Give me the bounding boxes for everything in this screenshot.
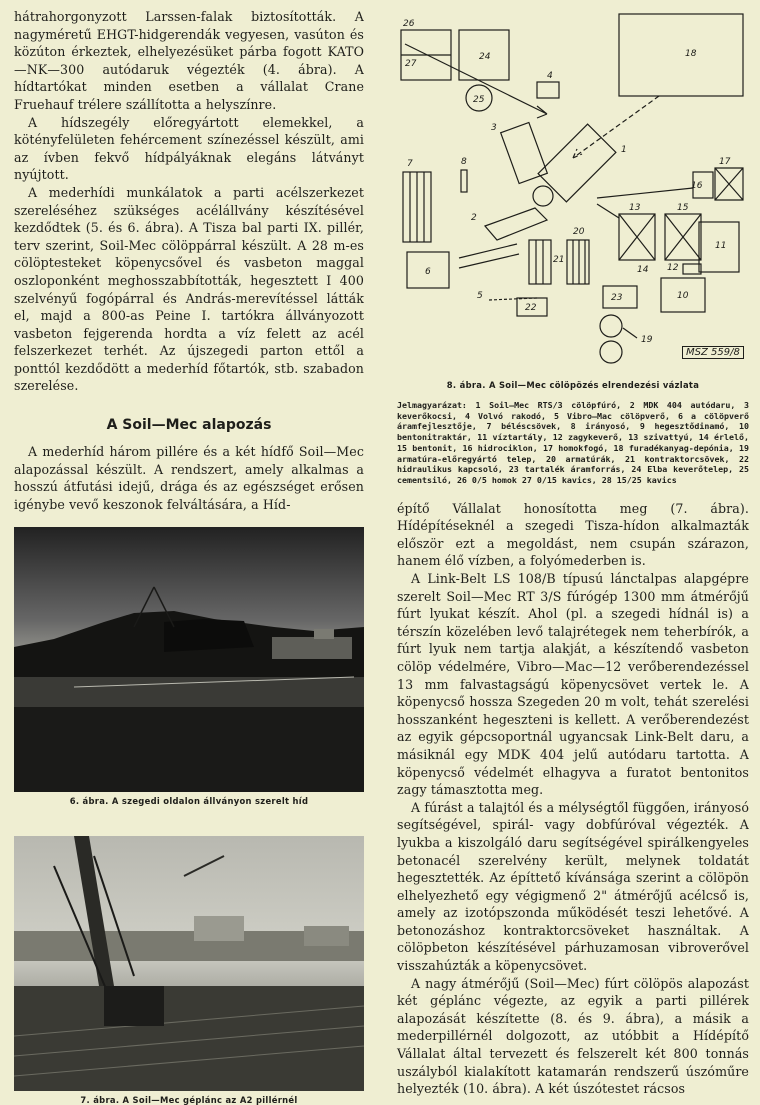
label-24: 24 (479, 52, 491, 62)
left-column (14, 8, 364, 1105)
label-4: 4 (547, 71, 553, 81)
label-13: 13 (629, 203, 641, 213)
figure-8-legend (397, 400, 749, 486)
label-17: 17 (719, 157, 731, 167)
section-paragraph: A mederhíd három pillére és a két hídfő Soil—Mec alapozással készült. A rendszert, amely alkalmas a hosszú átfutási idejű, drága és az egészséget erősen igénybe vevő keszonok felváltására, a Híd- (14, 444, 364, 512)
label-11: 11 (715, 241, 727, 251)
label-1: 1 (621, 145, 627, 155)
figure-8-diagram (397, 8, 749, 370)
figure-6 (14, 527, 364, 806)
right-column (397, 8, 749, 1098)
label-26: 26 (403, 19, 415, 29)
label-16: 16 (691, 181, 703, 191)
legend-head: Jelmagyarázat: (397, 400, 467, 410)
label-3: 3 (491, 123, 497, 133)
legend-text: 1 Soil—Mec RTS/3 cölöpfúró, 2 MDK 404 autódaru, 3 keverőkocsi, 4 Volvó rakodó, 5 Vibro—Mac cölöpverő, 6 a cölöpverő áramfejlesztője, 7 béléscsövek, 8 irányosó, 9 hegesztődinamó, 10 bentonitraktár, 11 víztartály, 12 zagykeverő, 13 szivattyú, 14 érlelő, 15 bentonit, 16 hidrociklon, 17 homokfogó, 18 furadékanyag-depónia, 19 armatúra-előregyártó telep, 20 armatúrák, 21 kontraktorcsövek, 22 hidraulikus kapcsoló, 23 tartalék áramforrás, 24 Elba keverőtelep, 25 cementsiló, 26 0/5 homok 27 0/15 kavics, 28 15/25 kavics (397, 400, 750, 485)
label-22: 22 (525, 303, 537, 313)
label-6: 6 (425, 267, 431, 277)
label-2: 2 (471, 213, 477, 223)
section-title: A Soil—Mec alapozás (106, 417, 272, 434)
label-23: 23 (611, 293, 623, 303)
right-paragraph-2: A Link-Belt LS 108/B típusú lánctalpas alapgépre szerelt Soil—Mec RT 3/S fúrógép 1300 mm átmérőjű fúrt lyukat készít. Ahol (pl. a szegedi hídnál is) a térszín közelében levő talajrétegek nem teherbírók, a fúrt lyuk nem tartja alakját, a készítendő vasbeton cölöp védelmére, Vibro—Mac—12 verőberendezéssel 13 mm falvastagságú köpenycsövet vertek le. A köpenycső hossza Szegeden 20 m volt, tehát szerelési hosszanként hegeszteni is kellett. A verőberendezést az egyik gépcsoportnál ugyancsak Link-Belt daru, a másiknál egy MDK 404 jelű autódaru tartotta. A köpenycső védelmét elhagyva a furatot bentonitos zagy támasztotta meg. (397, 571, 749, 798)
label-14: 14 (637, 265, 649, 275)
site-layout-sketch (397, 8, 749, 370)
label-27: 27 (405, 59, 417, 69)
depot-18 (619, 14, 743, 96)
label-19: 19 (641, 335, 653, 345)
label-25: 25 (473, 95, 485, 105)
right-paragraph-1: építő Vállalat honosította meg (7. ábra). Hídépítéseknél a szegedi Tisza-hídon alkalmazták először ezt a megoldást, nem csupán szárazon, hanem élő vízben, a folyómederben is. (397, 500, 749, 569)
paragraph-3: A mederhídi munkálatok a parti acélszerkezet szereléséhez szükséges acélállvány készítésével kezdődtek (5. és 6. ábra). A Tisza bal parti IX. pillér, terv szerint, Soil-Mec cölöppárral készült. A 28 m-es cölöptesteket köpenycsővel és vasbeton maggal oszloponként meghosszabbították, hegesztett I 400 szelvényű fogópárral és András-merevítéssel látták el, majd a 800-as Peine I. tartókra állványozott vasbeton fejgerenda hordta a víz felett az acél felszerkezet terhét. Az újszegedi parton ettől a ponttól kezdődött a mederhíd főtartók, stb. szabadon szerelése. (14, 184, 364, 394)
label-18: 18 (685, 49, 697, 59)
figure-7-photo (14, 836, 364, 1091)
paragraph-1: hátrahorgonyzott Larssen-falak biztosították. A nagyméretű EHGT-hidgerendák vegyesen, vasúton és közúton érkeztek, elhelyezésüket párba fogott KATO—NK—300 autódaruk végezték (4. ábra). A hídtartókat minden esetben a vállalat Crane Fruehauf trélere szállította a helyszínre. (14, 9, 364, 112)
right-paragraph-3: A fúrást a talajtól és a mélységtől függően, irányosó segítségével, spirál- vagy dobfúróval végezték. A lyukba a kiszolgáló daru segítségével spirálkengyeles betonacél szerelvény került, melynek toldatát hegesztették. Az építtető kívánsága szerint a cölöpön elhelyezhető egy végigmenő 2" átmérőjű acélcső is, amely az izotópszonda működését teszi lehetővé. A betonozáshoz kontraktorcsöveket használtak. A cölöpbeton készítésével párhuzamosan vibroverővel visszahúzták a köpenycsövet. (397, 799, 749, 974)
figure-7-caption: 7. ábra. A Soil—Mec géplánc az A2 pillérnél (80, 1095, 298, 1105)
label-20: 20 (573, 227, 585, 237)
right-text (397, 500, 749, 1098)
figure-6-caption: 6. ábra. A szegedi oldalon állványon szerelt híd (69, 796, 309, 807)
figure-7 (14, 836, 364, 1105)
label-8: 8 (461, 157, 467, 167)
figure-8-caption: 8. ábra. A Soil—Mec cölöpözés elrendezési vázlata (446, 380, 700, 390)
label-7: 7 (407, 159, 413, 169)
label-10: 10 (677, 291, 689, 301)
right-paragraph-4: A nagy átmérőjű (Soil—Mec) fúrt cölöpös alapozást két géplánc végezte, az egyik a parti pillérek alapozását készítette (8. és 9. ábra), a másik a mederpillérnél dolgozott, az utóbbit a Hídépítő Vállalat által tervezett és felszerelt két 800 tonnás uszályból kialakított katamarán rendszerű úszóműre helyezték (10. ábra). A két úszótestet rácsos (397, 975, 749, 1097)
label-15: 15 (677, 203, 689, 213)
paragraph-2: A hídszegély előregyártott elemekkel, a kötényfelületen fehércement színezéssel készült, ami az ívben fekvő hídpályáknak elegáns látványt nyújtott. (14, 114, 364, 183)
label-12: 12 (667, 263, 679, 273)
label-5: 5 (477, 291, 483, 301)
label-21: 21 (553, 255, 565, 265)
figure-6-photo (14, 527, 364, 792)
diagram-stamp: MSZ 559/8 (682, 346, 744, 359)
